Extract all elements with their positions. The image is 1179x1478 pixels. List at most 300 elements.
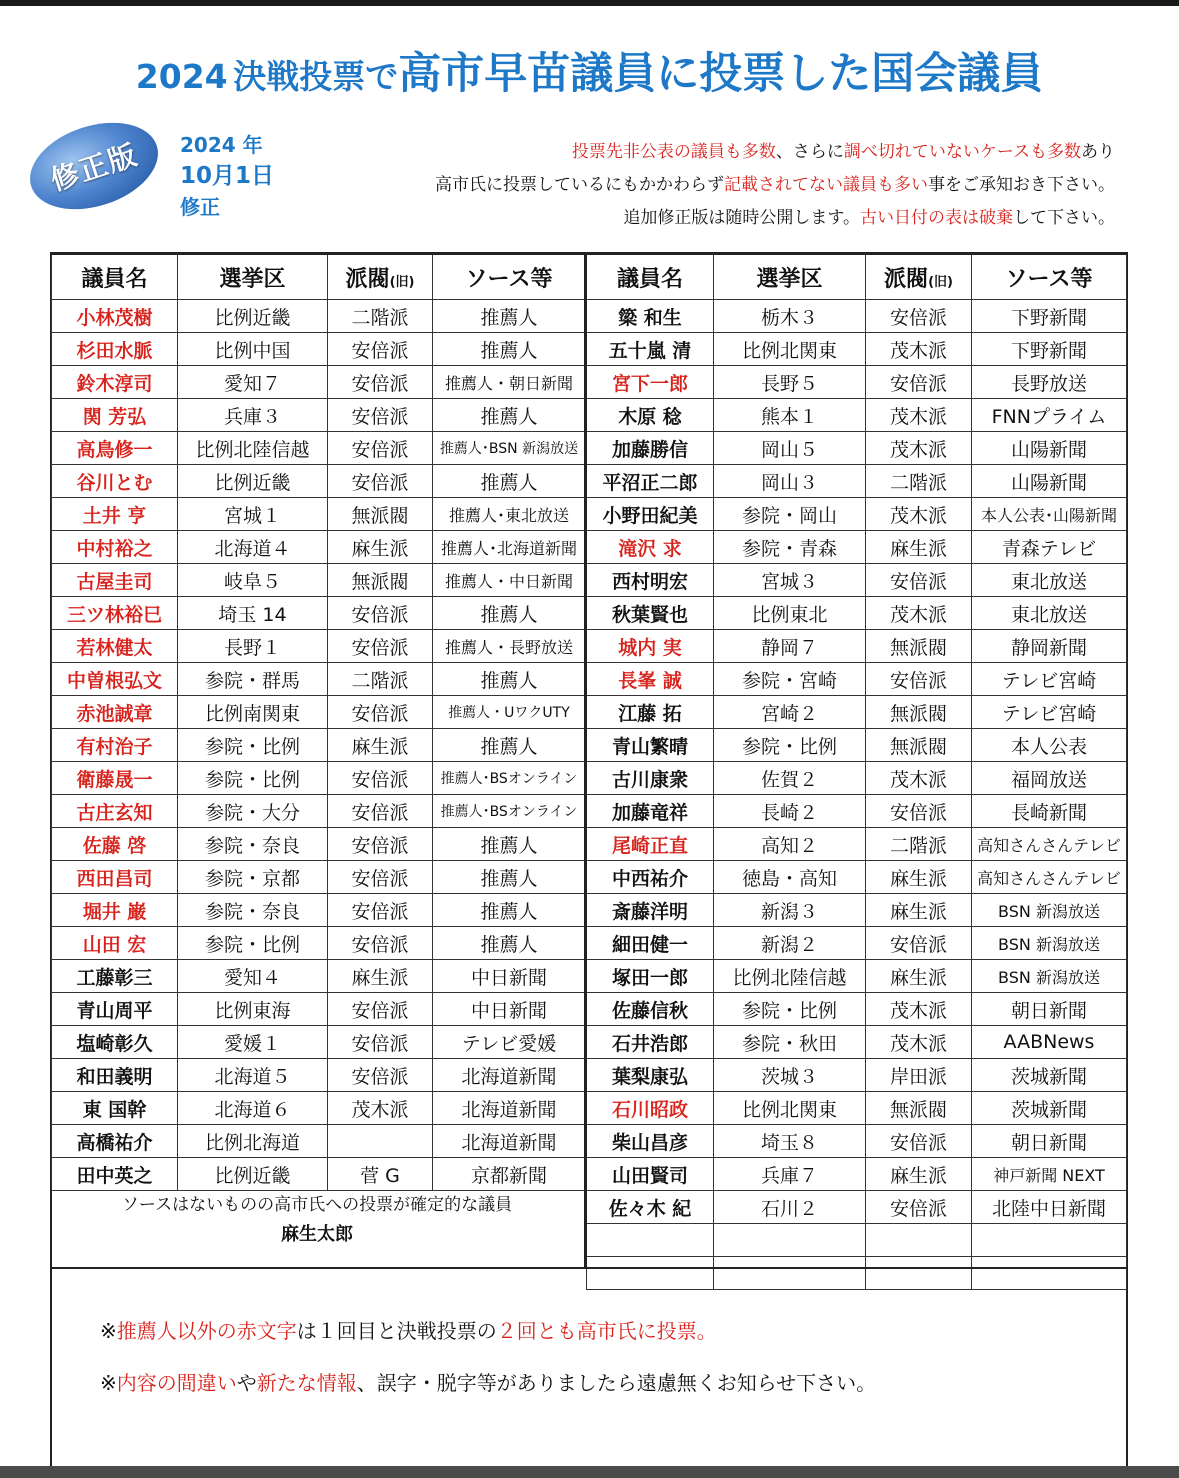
cell-source: 北海道新聞 <box>433 1125 586 1158</box>
cell-faction: 安倍派 <box>328 1026 433 1059</box>
cell-member-name: 鈴木淳司 <box>52 366 178 399</box>
table-row <box>587 498 1127 531</box>
cell-faction: 無派閥 <box>866 696 972 729</box>
cell-source: 推薦人 <box>433 333 586 366</box>
cell-faction: 安倍派 <box>328 894 433 927</box>
cell-member-name: 佐藤信秋 <box>587 993 714 1026</box>
cell-member-name: 石井浩郎 <box>587 1026 714 1059</box>
table-row <box>52 465 586 498</box>
cell-source: 推薦人 <box>433 399 586 432</box>
cell-member-name: 加藤竜祥 <box>587 795 714 828</box>
table-row <box>52 696 586 729</box>
cell-district: 岐阜５ <box>178 564 328 597</box>
cell-source: 下野新聞 <box>972 333 1127 366</box>
cell-faction: 安倍派 <box>866 366 972 399</box>
col-district: 選挙区 <box>178 254 328 300</box>
table-row <box>587 762 1127 795</box>
empty-row <box>587 1257 1127 1290</box>
cell-district: 比例中国 <box>178 333 328 366</box>
cell-district: 比例北関東 <box>714 1092 866 1125</box>
notice-l1-c: 調べ切れていないケースも多数 <box>843 142 1081 162</box>
table-row <box>52 333 586 366</box>
table-row <box>587 729 1127 762</box>
footnote-2-text-a: や <box>236 1371 257 1395</box>
left-note-text: ソースはないものの高市氏への投票が確定的な議員 <box>121 1195 513 1215</box>
cell-source: 北海道新聞 <box>433 1059 586 1092</box>
table-row <box>587 927 1127 960</box>
footnote-2-text-b: 、誤字・脱字等がありましたら遠慮無くお知らせ下さい。 <box>356 1371 877 1395</box>
cell-source: 京都新聞 <box>433 1158 586 1191</box>
left-note <box>52 1190 582 1250</box>
page-title <box>0 40 1179 101</box>
title-prefix: 決戦投票で <box>233 57 399 96</box>
cell-member-name: 葉梨康弘 <box>587 1059 714 1092</box>
cell-faction: 安倍派 <box>866 795 972 828</box>
cell-faction: 麻生派 <box>328 531 433 564</box>
empty-cell <box>587 1224 714 1257</box>
notice-l2-a: 高市氏に投票しているにもかかわらず <box>435 175 724 195</box>
cell-source: 推薦人 <box>433 894 586 927</box>
cell-district: 兵庫３ <box>178 399 328 432</box>
cell-district: 新潟２ <box>714 927 866 960</box>
cell-faction: 無派閥 <box>866 1092 972 1125</box>
cell-member-name: 衛藤晟一 <box>52 762 178 795</box>
cell-district: 参院・奈良 <box>178 894 328 927</box>
cell-source: 本人公表･山陽新聞 <box>972 498 1127 531</box>
cell-faction: 無派閥 <box>866 630 972 663</box>
table-row <box>52 960 586 993</box>
cell-member-name: 高鳥修一 <box>52 432 178 465</box>
cell-faction: 安倍派 <box>328 597 433 630</box>
cell-member-name: 尾崎正直 <box>587 828 714 861</box>
cell-member-name: 小野田紀美 <box>587 498 714 531</box>
cell-source: 推薦人 <box>433 828 586 861</box>
cell-faction: 安倍派 <box>328 399 433 432</box>
cell-member-name: 古庄玄知 <box>52 795 178 828</box>
table-row <box>587 795 1127 828</box>
cell-source: 山陽新聞 <box>972 465 1127 498</box>
cell-district: 新潟３ <box>714 894 866 927</box>
cell-district: 参院・京都 <box>178 861 328 894</box>
cell-member-name: 古屋圭司 <box>52 564 178 597</box>
table-row <box>587 630 1127 663</box>
cell-district: 比例北海道 <box>178 1125 328 1158</box>
cell-member-name: 石川昭政 <box>587 1092 714 1125</box>
cell-district: 北海道５ <box>178 1059 328 1092</box>
cell-faction: 安倍派 <box>866 564 972 597</box>
empty-cell <box>866 1257 972 1290</box>
table-row <box>587 597 1127 630</box>
cell-district: 宮崎２ <box>714 696 866 729</box>
center-divider <box>584 252 587 1268</box>
cell-member-name: 高橋祐介 <box>52 1125 178 1158</box>
badge-label: 修正版 <box>46 137 143 198</box>
cell-source: 推薦人 <box>433 465 586 498</box>
cell-district: 参院・群馬 <box>178 663 328 696</box>
cell-district: 長野５ <box>714 366 866 399</box>
cell-faction: 麻生派 <box>866 861 972 894</box>
table-row <box>587 333 1127 366</box>
revision-badge <box>19 108 169 225</box>
cell-member-name: 細田健一 <box>587 927 714 960</box>
cell-source: 山陽新聞 <box>972 432 1127 465</box>
table-row <box>52 762 586 795</box>
cell-source: FNNプライム <box>972 399 1127 432</box>
cell-member-name: 三ツ林裕巳 <box>52 597 178 630</box>
empty-cell <box>972 1257 1127 1290</box>
col-name: 議員名 <box>52 254 178 300</box>
cell-source: 推薦人 <box>433 861 586 894</box>
cell-district: 兵庫７ <box>714 1158 866 1191</box>
cell-faction: 安倍派 <box>328 465 433 498</box>
cell-faction: 安倍派 <box>328 828 433 861</box>
cell-faction: 麻生派 <box>866 531 972 564</box>
table-row <box>52 597 586 630</box>
cell-member-name: 柴山昌彦 <box>587 1125 714 1158</box>
cell-source: 推薦人 <box>433 927 586 960</box>
cell-member-name: 佐々木 紀 <box>587 1191 714 1224</box>
table-row <box>587 696 1127 729</box>
cell-faction: 茂木派 <box>866 432 972 465</box>
bottom-edge-bar <box>0 1466 1179 1478</box>
cell-faction: 安倍派 <box>866 663 972 696</box>
cell-district: 比例近畿 <box>178 1158 328 1191</box>
cell-source: 東北放送 <box>972 564 1127 597</box>
cell-member-name: 堀井 巌 <box>52 894 178 927</box>
notice-line-3 <box>435 202 1115 235</box>
cell-district: 比例南関東 <box>178 696 328 729</box>
cell-source: 推薦人･東北放送 <box>433 498 586 531</box>
cell-faction: 二階派 <box>328 300 433 333</box>
table-row <box>587 399 1127 432</box>
cell-source: 推薦人・長野放送 <box>433 630 586 663</box>
table-row <box>587 366 1127 399</box>
footnote-1-red-a: 推薦人以外の赤文字 <box>116 1319 297 1343</box>
empty-cell <box>714 1257 866 1290</box>
cell-district: 栃木３ <box>714 300 866 333</box>
notice-l1-d: あり <box>1081 142 1115 162</box>
cell-faction: 茂木派 <box>866 1026 972 1059</box>
cell-source: 推薦人･北海道新聞 <box>433 531 586 564</box>
cell-district: 参院・比例 <box>178 762 328 795</box>
cell-member-name: 塩崎彰久 <box>52 1026 178 1059</box>
cell-member-name: 古川康衆 <box>587 762 714 795</box>
cell-faction: 安倍派 <box>866 300 972 333</box>
table-row <box>52 795 586 828</box>
cell-faction: 二階派 <box>866 465 972 498</box>
footnote-2-red-a: 内容の間違い <box>116 1371 237 1395</box>
cell-district: 参院・比例 <box>178 729 328 762</box>
cell-source: テレビ宮崎 <box>972 663 1127 696</box>
cell-source: 推薦人･BSN 新潟放送 <box>433 432 586 465</box>
cell-source: 推薦人・朝日新聞 <box>433 366 586 399</box>
cell-member-name: 西田昌司 <box>52 861 178 894</box>
cell-member-name: 和田義明 <box>52 1059 178 1092</box>
table-row <box>52 630 586 663</box>
table-row <box>587 432 1127 465</box>
notice-line-2 <box>435 169 1115 202</box>
cell-district: 高知２ <box>714 828 866 861</box>
table-row <box>52 300 586 333</box>
table-row <box>52 1059 586 1092</box>
table-row <box>52 894 586 927</box>
top-edge-bar <box>0 0 1179 6</box>
cell-faction: 麻生派 <box>866 960 972 993</box>
cell-member-name: 中曽根弘文 <box>52 663 178 696</box>
cell-member-name: 滝沢 求 <box>587 531 714 564</box>
empty-cell <box>714 1224 866 1257</box>
cell-district: 参院・比例 <box>178 927 328 960</box>
cell-district: 静岡７ <box>714 630 866 663</box>
date-suffix: 修正 <box>180 195 220 219</box>
notice-l1-a: 投票先非公表の議員も多数 <box>571 142 776 162</box>
cell-district: 北海道４ <box>178 531 328 564</box>
cell-member-name: 佐藤 啓 <box>52 828 178 861</box>
cell-faction: 茂木派 <box>866 333 972 366</box>
cell-faction: 麻生派 <box>866 1158 972 1191</box>
cell-source: 推薦人･BSオンライン <box>433 762 586 795</box>
cell-faction: 安倍派 <box>328 333 433 366</box>
cell-district: 北海道６ <box>178 1092 328 1125</box>
cell-source: 中日新聞 <box>433 993 586 1026</box>
table-row <box>587 828 1127 861</box>
col-faction-sub: (旧) <box>389 274 415 290</box>
cell-source: BSN 新潟放送 <box>972 927 1127 960</box>
cell-district: 埼玉８ <box>714 1125 866 1158</box>
cell-member-name: 簗 和生 <box>587 300 714 333</box>
empty-cell <box>866 1224 972 1257</box>
cell-member-name: 加藤勝信 <box>587 432 714 465</box>
cell-member-name: 山田 宏 <box>52 927 178 960</box>
cell-faction: 無派閥 <box>866 729 972 762</box>
cell-member-name: 有村治子 <box>52 729 178 762</box>
table-row <box>587 531 1127 564</box>
cell-district: 茨城３ <box>714 1059 866 1092</box>
cell-member-name: 青山周平 <box>52 993 178 1026</box>
footnote-1-red-b: ２回とも高市氏に投票。 <box>496 1319 717 1343</box>
cell-faction: 安倍派 <box>866 1191 972 1224</box>
table-row <box>587 564 1127 597</box>
table-row <box>52 1092 586 1125</box>
cell-faction: 安倍派 <box>328 795 433 828</box>
right-header-row <box>587 254 1127 300</box>
cell-district: 徳島・高知 <box>714 861 866 894</box>
cell-source: 東北放送 <box>972 597 1127 630</box>
table-row <box>52 1158 586 1191</box>
cell-district: 愛知７ <box>178 366 328 399</box>
table-bottom-line <box>51 1267 1127 1269</box>
cell-source: BSN 新潟放送 <box>972 894 1127 927</box>
cell-faction <box>328 1125 433 1158</box>
cell-source: 青森テレビ <box>972 531 1127 564</box>
cell-source: テレビ愛媛 <box>433 1026 586 1059</box>
cell-faction: 菅 G <box>328 1158 433 1191</box>
cell-district: 参院・大分 <box>178 795 328 828</box>
cell-faction: 安倍派 <box>328 432 433 465</box>
cell-faction: 二階派 <box>866 828 972 861</box>
cell-district: 参院・比例 <box>714 993 866 1026</box>
cell-district: 比例近畿 <box>178 465 328 498</box>
notice-l1-b: 、さらに <box>775 142 844 162</box>
cell-faction: 安倍派 <box>328 1059 433 1092</box>
cell-district: 参院・岡山 <box>714 498 866 531</box>
table-row <box>52 663 586 696</box>
revision-date <box>180 130 274 223</box>
date-year: 2024 年 <box>180 133 263 157</box>
cell-member-name: 工藤彰三 <box>52 960 178 993</box>
cell-faction: 麻生派 <box>328 729 433 762</box>
cell-faction: 茂木派 <box>866 993 972 1026</box>
empty-row <box>587 1224 1127 1257</box>
left-header-row <box>52 254 586 300</box>
right-table <box>586 252 1127 1290</box>
table-row <box>52 564 586 597</box>
cell-faction: 安倍派 <box>328 861 433 894</box>
cell-district: 比例東海 <box>178 993 328 1026</box>
empty-cell <box>972 1224 1127 1257</box>
cell-faction: 安倍派 <box>866 1125 972 1158</box>
cell-district: 比例北陸信越 <box>714 960 866 993</box>
table-row <box>52 1125 586 1158</box>
cell-member-name: 青山繁晴 <box>587 729 714 762</box>
cell-member-name: 中西祐介 <box>587 861 714 894</box>
cell-member-name: 平沼正二郎 <box>587 465 714 498</box>
notice-l3-a: 追加修正版は随時公開します。 <box>623 208 860 228</box>
cell-faction: 安倍派 <box>866 927 972 960</box>
cell-member-name: 江藤 拓 <box>587 696 714 729</box>
cell-source: 朝日新聞 <box>972 993 1127 1026</box>
cell-faction: 茂木派 <box>866 597 972 630</box>
cell-faction: 無派閥 <box>328 564 433 597</box>
cell-source: 長野放送 <box>972 366 1127 399</box>
cell-member-name: 東 国幹 <box>52 1092 178 1125</box>
cell-district: 参院・青森 <box>714 531 866 564</box>
col-source: ソース等 <box>972 254 1127 300</box>
right-table-body <box>587 300 1127 1290</box>
cell-member-name: 若林健太 <box>52 630 178 663</box>
cell-faction: 二階派 <box>328 663 433 696</box>
table-row <box>587 300 1127 333</box>
col-source: ソース等 <box>433 254 586 300</box>
cell-faction: 安倍派 <box>328 927 433 960</box>
cell-district: 宮城１ <box>178 498 328 531</box>
cell-district: 比例近畿 <box>178 300 328 333</box>
table-row <box>52 861 586 894</box>
cell-source: 推薦人 <box>433 663 586 696</box>
cell-faction: 安倍派 <box>328 762 433 795</box>
cell-source: 推薦人・中日新聞 <box>433 564 586 597</box>
cell-source: 静岡新聞 <box>972 630 1127 663</box>
cell-source: AABNews <box>972 1026 1127 1059</box>
cell-member-name: 小林茂樹 <box>52 300 178 333</box>
cell-member-name: 木原 稔 <box>587 399 714 432</box>
cell-source: 高知さんさんテレビ <box>972 861 1127 894</box>
cell-source: 下野新聞 <box>972 300 1127 333</box>
cell-member-name: 城内 実 <box>587 630 714 663</box>
cell-member-name: 五十嵐 清 <box>587 333 714 366</box>
table-row <box>52 1026 586 1059</box>
col-name: 議員名 <box>587 254 714 300</box>
cell-source: 長崎新聞 <box>972 795 1127 828</box>
cell-source: 北海道新聞 <box>433 1092 586 1125</box>
cell-faction: 麻生派 <box>866 894 972 927</box>
cell-district: 参院・比例 <box>714 729 866 762</box>
cell-faction: 安倍派 <box>328 696 433 729</box>
col-faction-label: 派閥 <box>345 266 390 292</box>
cell-member-name: 土井 亨 <box>52 498 178 531</box>
table-row <box>52 531 586 564</box>
table-row <box>52 729 586 762</box>
cell-member-name: 塚田一郎 <box>587 960 714 993</box>
cell-faction: 茂木派 <box>866 762 972 795</box>
footnote-1 <box>100 1315 717 1344</box>
empty-cell <box>587 1257 714 1290</box>
date-day: 10月1日 <box>180 163 275 189</box>
table-row <box>52 399 586 432</box>
cell-member-name: 関 芳弘 <box>52 399 178 432</box>
table-row <box>587 1125 1127 1158</box>
cell-faction: 安倍派 <box>328 630 433 663</box>
cell-district: 岡山５ <box>714 432 866 465</box>
cell-member-name: 斎藤洋明 <box>587 894 714 927</box>
footnote-2-red-b: 新たな情報 <box>256 1371 357 1395</box>
cell-faction: 安倍派 <box>328 993 433 1026</box>
table-row <box>52 993 586 1026</box>
cell-district: 宮城３ <box>714 564 866 597</box>
cell-district: 石川２ <box>714 1191 866 1224</box>
table-row <box>52 498 586 531</box>
notice-l2-c: 事をご承知おき下さい。 <box>928 175 1115 195</box>
left-note-name: 麻生太郎 <box>281 1224 353 1245</box>
cell-source: 茨城新聞 <box>972 1059 1127 1092</box>
table-row <box>587 861 1127 894</box>
cell-source: 神戸新聞 NEXT <box>972 1158 1127 1191</box>
cell-source: 推薦人 <box>433 729 586 762</box>
table-row <box>587 960 1127 993</box>
col-faction-sub: (旧) <box>928 274 953 290</box>
table-row <box>52 432 586 465</box>
cell-member-name: 山田賢司 <box>587 1158 714 1191</box>
table-row <box>587 1191 1127 1224</box>
col-faction <box>866 254 972 300</box>
col-faction <box>328 254 433 300</box>
footnote-2-mark: ※ <box>100 1371 117 1395</box>
cell-source: 推薦人･BSオンライン <box>433 795 586 828</box>
left-table <box>51 252 586 1191</box>
footnote-1-text: は１回目と決戦投票の <box>296 1319 497 1343</box>
cell-member-name: 赤池誠章 <box>52 696 178 729</box>
cell-district: 参院・秋田 <box>714 1026 866 1059</box>
table-row <box>587 1026 1127 1059</box>
table-row <box>52 927 586 960</box>
notice-l3-b: 古い日付の表は破棄 <box>860 208 1013 228</box>
table-row <box>587 894 1127 927</box>
footnote-2 <box>100 1367 876 1396</box>
notice-l3-c: して下さい。 <box>1013 208 1115 228</box>
cell-faction: 麻生派 <box>328 960 433 993</box>
table-row <box>587 663 1127 696</box>
cell-source: 朝日新聞 <box>972 1125 1127 1158</box>
cell-faction: 茂木派 <box>328 1092 433 1125</box>
cell-source: BSN 新潟放送 <box>972 960 1127 993</box>
cell-district: 比例北関東 <box>714 333 866 366</box>
cell-faction: 無派閥 <box>328 498 433 531</box>
cell-district: 参院・宮崎 <box>714 663 866 696</box>
col-district: 選挙区 <box>714 254 866 300</box>
footnote-1-mark: ※ <box>100 1319 117 1343</box>
cell-district: 長崎２ <box>714 795 866 828</box>
notice-line-1 <box>435 136 1115 169</box>
